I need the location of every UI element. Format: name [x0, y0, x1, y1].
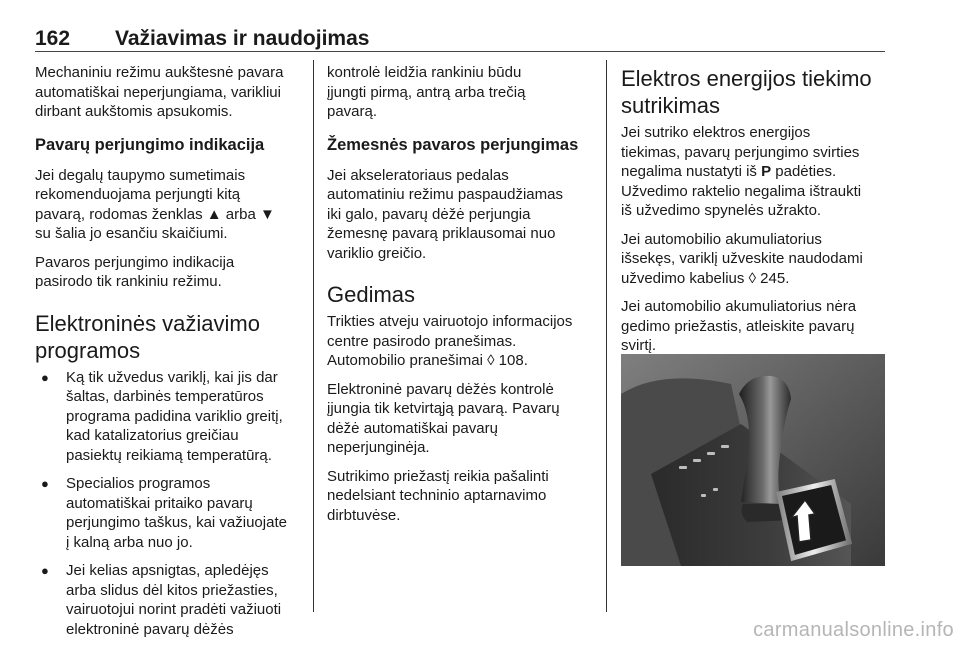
- list-item: ● Ką tik užvedus variklį, kai jis dar šaltas, darbinės temperatūros programa padidina variklio greitį, kad katalizatorius greičiau pasiektų reikiamą temperatūrą.: [41, 368, 283, 464]
- fault-paragraph-3: Sutrikimo priežastį reikia pašalinti nedelsiant techninio aptarnavimo dirbtuvėse.: [327, 467, 549, 524]
- indication-paragraph-1: Jei degalų taupymo sumetimais rekomenduojama perjungti kitą pavarą, rodomas ženklas ▲ arba ▼ su šalia jo esančiu skaičiumi.: [35, 166, 275, 242]
- gear-lever-illustration: [621, 354, 885, 566]
- fault-paragraph-1: Trikties atveju vairuotojo informacijos centre pasirodo pranešimas. Automobilio pranešimai ◊ 108.: [327, 312, 597, 371]
- heading-electronic-programs: Elektroninės važiavimo programos: [35, 310, 260, 363]
- gear-position-p: P: [761, 163, 772, 180]
- heading-power-failure: Elektros energijos tiekimo sutrikimas: [621, 66, 872, 118]
- column-1: [35, 63, 303, 648]
- list-item: ● Jei kelias apsnigtas, apledėjęs arba slidus dėl kitos priežasties, vairuotojui norint pradėti važiuoti elektroninė pavarų dėžės: [41, 562, 282, 638]
- column-divider-2: [606, 60, 607, 612]
- page-header: [35, 27, 885, 51]
- list-item: ● Specialios programos automatiškai pritaiko pavarų perjungimo taškus, kai važiuojate į kalną arba nuo jo.: [41, 475, 287, 551]
- kickdown-paragraph: Jei akseleratoriaus pedalas automatiniu režimu paspaudžiamas iki galo, pavarų dėžė perjungia žemesnę pavarą priklausomai nuo variklio greičio.: [327, 166, 563, 262]
- bullet-icon: ●: [41, 563, 49, 578]
- power-paragraph-2: Jei automobilio akumuliatorius išsekęs, variklį užveskite naudodami užvedimo kabelius ◊ 245.: [621, 230, 893, 289]
- header-rule: [35, 51, 885, 52]
- chapter-title: Važiavimas ir naudojimas: [115, 27, 370, 50]
- column-3: [621, 63, 893, 384]
- heading-kickdown: Žemesnės pavaros perjungimas: [327, 135, 579, 154]
- column-divider-1: [313, 60, 314, 612]
- power-paragraph-3: Jei automobilio akumuliatorius nėra gedimo priežastis, atleiskite pavarų svirtį.: [621, 298, 857, 354]
- page-number: 162: [35, 27, 71, 50]
- continued-paragraph: kontrolė leidžia rankiniu būdu įjungti pirmą, antrą arba trečią pavarą.: [327, 64, 526, 120]
- page-ref-icon: ◊: [748, 269, 756, 287]
- column-2: [327, 63, 597, 534]
- heading-gear-indication: Pavarų perjungimo indikacija: [35, 135, 265, 154]
- bullet-icon: ●: [41, 369, 49, 385]
- bullet-icon: ●: [41, 476, 49, 491]
- power-paragraph-1: Jei sutriko elektros energijos tiekimas, pavarų perjungimo svirties negalima nustatyti iš P padėties. Užvedimo raktelio negalima ištraukti iš užvedimo spynelės užrakto.: [621, 124, 862, 219]
- intro-paragraph: Mechaniniu režimu aukštesnė pavara automatiškai neperjungiama, varikliui dirbant aukštomis apsukomis.: [35, 64, 284, 120]
- fault-paragraph-2: Elektroninė pavarų dėžės kontrolė įjungia tik ketvirtąją pavarą. Pavarų dėžė automatiškai pavarų neperjunginėja.: [327, 380, 560, 456]
- page-ref-icon: ◊: [487, 352, 495, 369]
- indication-paragraph-2: Pavaros perjungimo indikacija pasirodo tik rankiniu režimu.: [35, 253, 235, 290]
- page-reference[interactable]: užvedimo kabelius ◊ 245.: [621, 269, 790, 287]
- programs-list: [35, 368, 303, 640]
- page-reference[interactable]: Automobilio pranešimai ◊ 108.: [327, 352, 528, 369]
- heading-fault: Gedimas: [327, 282, 416, 307]
- watermark: carmanualsonline.info: [753, 619, 954, 641]
